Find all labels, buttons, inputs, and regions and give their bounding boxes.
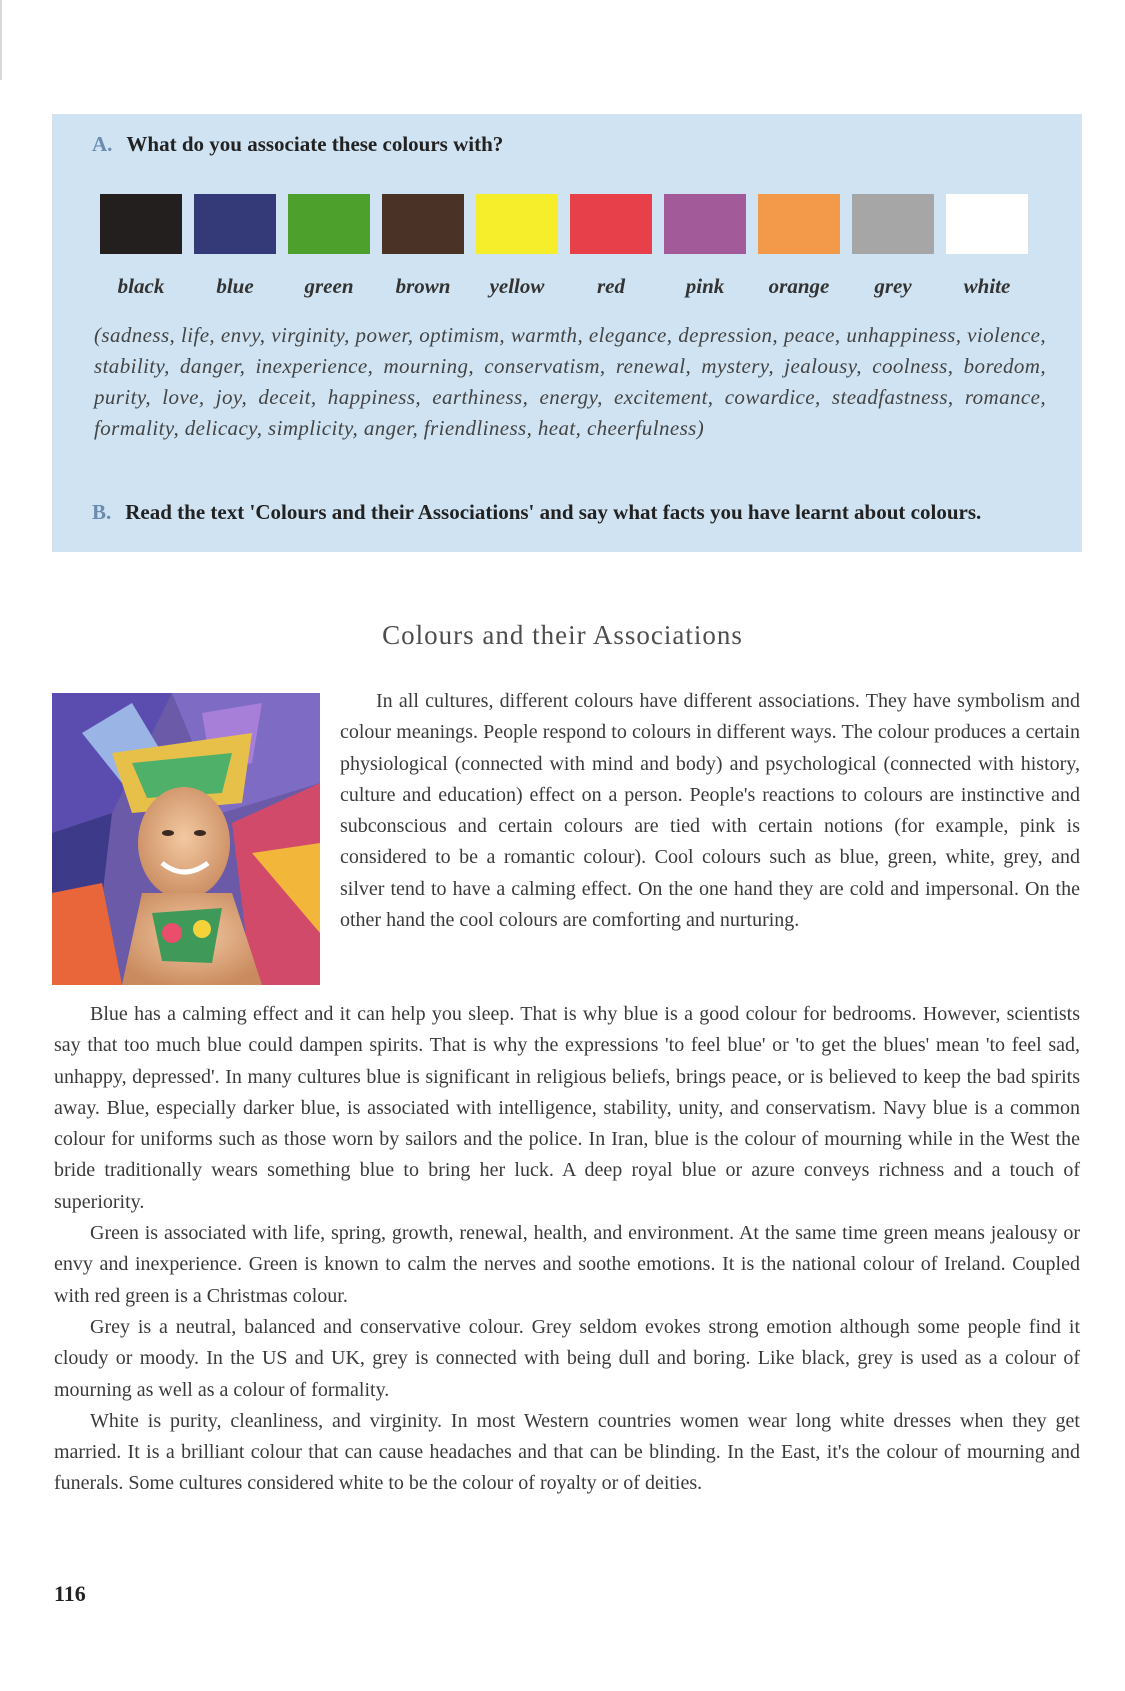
colour-labels [100,274,1040,304]
swatch-blue [194,194,276,254]
colour-label-yellow: yellow [489,274,545,298]
swatch-orange [758,194,840,254]
swatch-yellow [476,194,558,254]
page-number: 116 [54,1581,86,1606]
swatch-white [946,194,1028,254]
swatch-brown [382,194,464,254]
task-a-question: What do you associate these colours with? [126,132,504,156]
paragraph-grey: Grey is a neutral, balanced and conservative colour. Grey seldom evokes strong emotion although some people find it cloudy or moody. In the US and UK, grey is connected with being dull and boring. Like black, grey is used as a colour of mourning as well as a colour of formality. [54,1315,1080,1401]
colour-swatches [100,194,1040,254]
article-title: Colours and their Associations [382,620,743,650]
task-b-letter: B. [92,500,112,524]
carnival-dancer-photo [52,693,320,985]
page-edge-mark [0,0,2,80]
colour-label-pink: pink [685,274,725,298]
carnival-dancer-illustration [52,693,320,985]
colour-label-green: green [304,274,354,298]
paragraph-green: Green is associated with life, spring, growth, renewal, health, and environment. At the same time green means jealousy or envy and inexperience. Green is known to calm the nerves and soothe emotions. It is the national colour of Ireland. Coupled with red green is a Christmas colour. [54,1222,1080,1307]
task-a-heading [92,132,503,157]
colour-label-grey: grey [874,274,912,298]
article-body [54,999,1080,1500]
task-a-letter: A. [92,132,113,156]
exercise-box [52,114,1082,552]
association-word-list: (sadness, life, envy, virginity, power, optimism, warmth, elegance, depression, peace, unhappiness, violence, stability, danger, inexperience, mourning, conservatism, renewal, mystery, jealousy, coolness, boredom, purity, love, joy, deceit, happiness, earthiness, energy, excitement, cowardice, steadfastness, romance, formality, delicacy, simplicity, anger, friendliness, heat, cheerfulness) [94,323,1046,440]
colour-label-red: red [597,274,625,298]
paragraph-white: White is purity, cleanliness, and virginity. In most Western countries women wear long white dresses when they get married. It is a brilliant colour that can cause headaches and that can be blinding. In the East, it's the colour of mourning and funerals. Some cultures considered white to be the colour of royalty or of deities. [54,1409,1080,1495]
swatch-grey [852,194,934,254]
colour-label-blue: blue [216,274,254,298]
colour-label-black: black [117,274,165,298]
task-b-instruction: Read the text 'Colours and their Associations' and say what facts you have learnt about colours. [125,500,982,524]
task-b-heading [92,500,1082,525]
swatch-red [570,194,652,254]
intro-text: In all cultures, different colours have different associations. They have symbolism and colour meanings. People respond to colours in different ways. The colour produces a certain physiological (connected with mind and body) and psychological (connected with history, culture and education) effect on a person. People's reactions to colours are instinctive and subconscious and certain colours are tied with certain notions (for example, pink is considered to be a romantic colour). Cool colours such as blue, green, white, grey, and silver tend to have a calming effect. On the one hand they are cold and impersonal. On the other hand the cool colours are comforting and nurturing. [340,690,1080,932]
swatch-black [100,194,182,254]
colour-label-orange: orange [768,274,830,298]
paragraph-blue: Blue has a calming effect and it can help you sleep. That is why blue is a good colour for bedrooms. However, scientists say that too much blue could dampen spirits. That is why the expressions 'to feel blue' or 'to get the blues' mean 'to feel sad, unhappy, depressed'. In many cultures blue is significant in religious beliefs, brings peace, or is believed to keep the bad spirits away. Blue, especially darker blue, is associated with intelligence, stability, unity, and conservatism. Navy blue is a common colour for uniforms such as those worn by sailors and the police. In Iran, blue is the colour of mourning while in the West the bride traditionally wears something blue to bring her luck. A deep royal blue or azure conveys richness and a touch of superiority. [54,1003,1080,1213]
article-intro-paragraph [340,686,1080,936]
swatch-green [288,194,370,254]
colour-label-white: white [963,274,1011,298]
swatch-pink [664,194,746,254]
colour-label-brown: brown [395,274,451,298]
